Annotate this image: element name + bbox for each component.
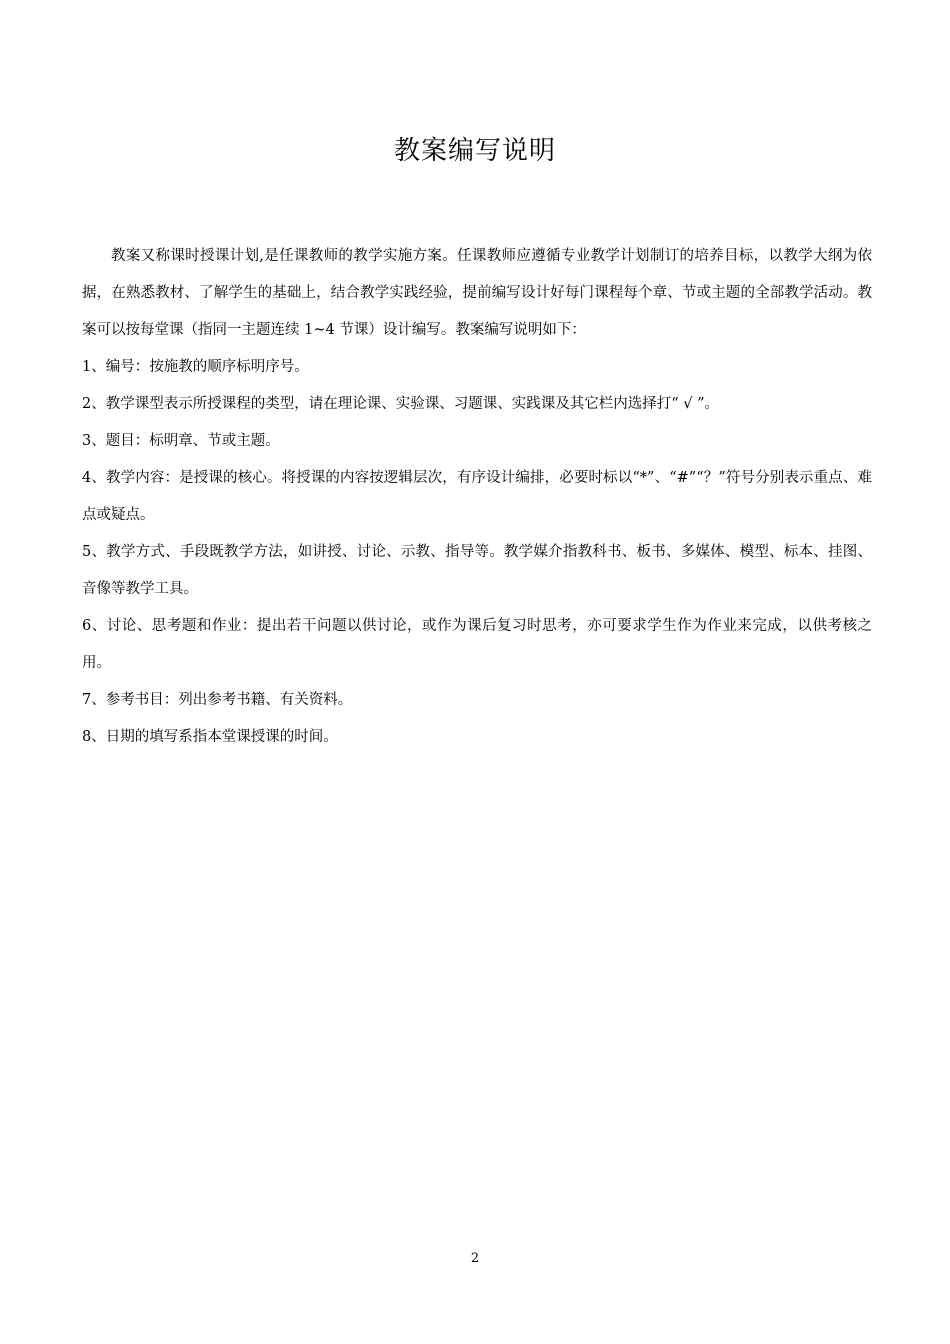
list-item: 2、教学课型表示所授课程的类型，请在理论课、实验课、习题课、实践课及其它栏内选择打“ √ ”。 <box>82 396 720 412</box>
list-item: 8、日期的填写系指本堂课授课的时间。 <box>82 729 338 745</box>
list-item: 5、教学方式、手段既教学方法，如讲授、讨论、示教、指导等。教学媒介指教科书、板书、多媒体、模型、标本、挂图、音像等教学工具。 <box>82 544 872 597</box>
document-body <box>82 238 872 756</box>
list-item: 4、教学内容：是授课的核心。将授课的内容按逻辑层次，有序设计编排，必要时标以“*”、“#”“？”符号分别表示重点、难点或疑点。 <box>82 470 872 523</box>
page-title: 教案编写说明 <box>393 136 556 166</box>
list-item: 6、讨论、思考题和作业：提出若干问题以供讨论，或作为课后复习时思考，亦可要求学生作为作业来完成，以供考核之用。 <box>82 618 872 671</box>
list-item: 3、题目：标明章、节或主题。 <box>82 433 280 449</box>
list-item: 7、参考书目：列出参考书籍、有关资料。 <box>82 692 353 708</box>
intro-paragraph: 教案又称课时授课计划,是任课教师的教学实施方案。任课教师应遵循专业教学计划制订的培养目标，以教学大纲为依据，在熟悉教材、了解学生的基础上，结合教学实践经验，提前编写设计好每门课程每个章、节或主题的全部教学活动。教案可以按每堂课（指同一主题连续 1~4 节课）设计编写。教案编写说明如下： <box>82 248 872 338</box>
page-number: 2 <box>470 1251 480 1266</box>
list-item: 1、编号：按施教的顺序标明序号。 <box>82 359 309 375</box>
